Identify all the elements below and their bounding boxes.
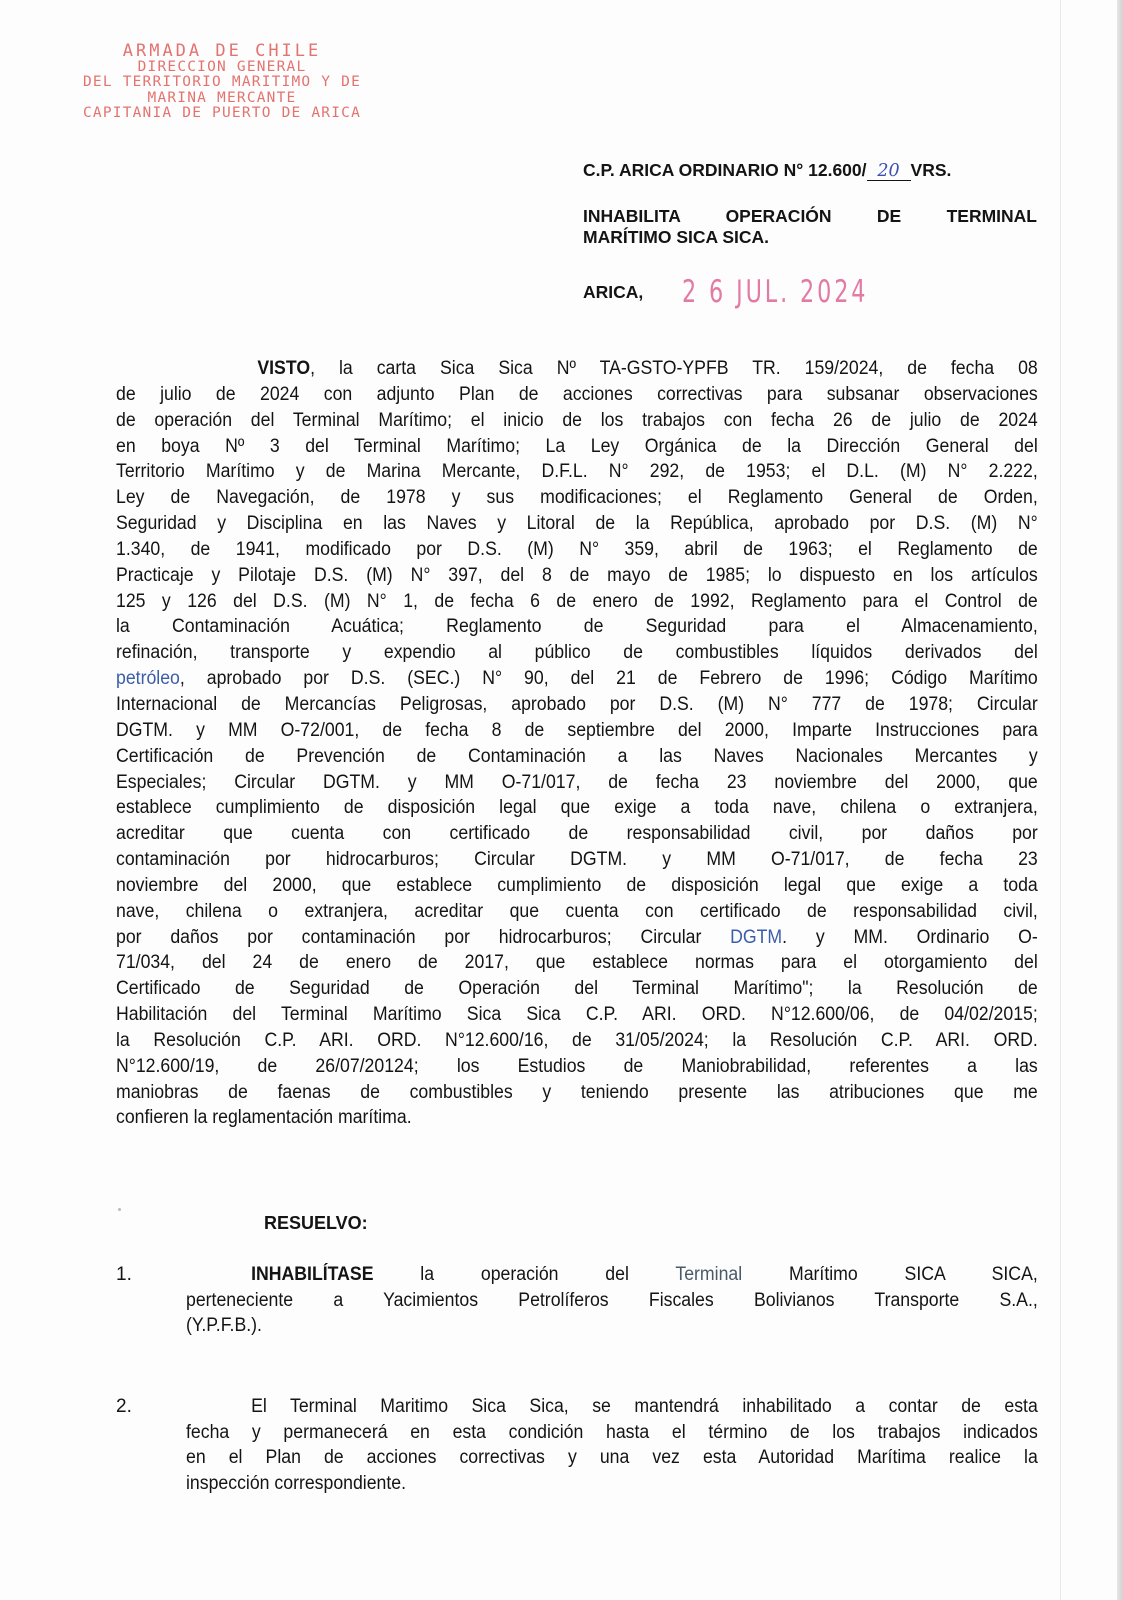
paragraph-line: 125 y 126 del D.S. (M) N° 1, de fecha 6 de enero de 1992, Reglamento para el Control de — [116, 590, 1038, 612]
paragraph-line: 71/034, del 24 de enero de 2017, que establece normas para el otorgamiento del — [116, 952, 1038, 974]
paragraph-line: Territorio Marítimo y de Marina Mercante, D.F.L. N° 292, de 1953; el D.L. (M) N° 2.222, — [116, 461, 1038, 483]
paragraph-line: en boya Nº 3 del Terminal Marítimo; La Ley Orgánica de la Dirección General del — [116, 435, 1038, 457]
paragraph-line: DGTM. y MM O-72/001, de fecha 8 de septiembre del 2000, Imparte Instrucciones para — [116, 719, 1038, 741]
ordinario-prefix: C.P. ARICA ORDINARIO N° 12.600/ — [583, 160, 867, 180]
paragraph-line: la Resolución C.P. ARI. ORD. N°12.600/16, de 31/05/2024; la Resolución C.P. ARI. ORD. — [116, 1029, 1038, 1051]
paragraph-line: de operación del Terminal Marítimo; el inicio de los trabajos con fecha 26 de julio de 2024 — [116, 409, 1038, 431]
place-label: ARICA, — [583, 282, 644, 302]
paragraph-line: Certificación de Prevención de Contaminación a las Naves Nacionales Mercantes y — [116, 745, 1038, 767]
stamp-line: ARMADA DE CHILE — [122, 41, 322, 61]
highlighted-word: Terminal — [675, 1264, 743, 1285]
paragraph-line: nave, chilena o extranjera, acreditar que cuenta con certificado de responsabilidad civil, — [116, 900, 1038, 922]
paragraph-line: Habilitación del Terminal Marítimo Sica Sica C.P. ARI. ORD. N°12.600/06, de 04/02/2015; — [116, 1004, 1038, 1026]
paragraph-line: maniobras de faenas de combustibles y teniendo presente las atribuciones que me — [116, 1081, 1038, 1103]
paragraph-line: Ley de Navegación, de 1978 y sus modificaciones; el Reglamento General de Orden, — [116, 487, 1038, 509]
resuelvo-heading: RESUELVO: — [264, 1213, 368, 1233]
paragraph-line: refinación, transporte y expendio al público de combustibles líquidos derivados del — [116, 642, 1038, 664]
line-text: Marítimo SICA SICA, — [742, 1264, 1038, 1285]
paragraph-line: 1.340, de 1941, modificado por D.S. (M) N° 359, abril de 1963; el Reglamento de — [116, 538, 1038, 560]
ordinario-suffix: VRS. — [910, 160, 952, 180]
line-text: . y MM. Ordinario O- — [782, 926, 1038, 948]
paragraph-line: noviembre del 2000, que establece cumplimiento de disposición legal que exige a toda — [116, 874, 1038, 896]
stamp-line: DIRECCION GENERAL — [137, 58, 307, 75]
item-line: El Terminal Maritimo Sica Sica, se mantendrá inhabilitado a contar de esta — [251, 1396, 1038, 1417]
item-line: en el Plan de acciones correctivas y una vez esta Autoridad Marítima realice la — [186, 1447, 1038, 1468]
scan-speck — [118, 1208, 121, 1211]
ordinario-handwritten-number: 20 — [867, 162, 911, 181]
page-edge — [1060, 0, 1061, 1600]
ordinario-reference — [583, 160, 951, 181]
item-line — [186, 1262, 1038, 1288]
paragraph-line — [116, 925, 1038, 951]
line-text: la operación del — [373, 1264, 676, 1285]
paragraph-line: la Contaminación Acuática; Reglamento de Seguridad para el Almacenamiento, — [116, 616, 1038, 638]
highlighted-word: petróleo — [116, 668, 180, 690]
paragraph-line: N°12.600/19, de 26/07/20124; los Estudios de Maniobrabilidad, referentes a las — [116, 1055, 1038, 1077]
item-line: inspección correspondiente. — [186, 1472, 407, 1494]
item-line: fecha y permanecerá en esta condición hasta el término de los trabajos indicados — [186, 1421, 1038, 1443]
paragraph-line: Practicaje y Pilotaje D.S. (M) N° 397, del 8 de mayo de 1985; lo dispuesto en los artículos — [116, 564, 1038, 586]
paragraph-line: acreditar que cuenta con certificado de responsabilidad civil, por daños por — [116, 823, 1038, 845]
paragraph-line: Internacional de Mercancías Peligrosas, aprobado por D.S. (M) N° 777 de 1978; Circular — [116, 693, 1038, 715]
item-number: 2. — [116, 1396, 132, 1417]
paragraph-line: Especiales; Circular DGTM. y MM O-71/017, de fecha 23 noviembre del 2000, que — [116, 771, 1038, 793]
line-text: , aprobado por D.S. (SEC.) N° 90, del 21 de Febrero de 1996; Código Marítimo — [179, 668, 1038, 690]
paragraph-line — [116, 356, 1038, 382]
subject-line: MARÍTIMO SICA SICA. — [583, 227, 770, 247]
item-lead: INHABILÍTASE — [251, 1264, 374, 1285]
item-text — [186, 1394, 1038, 1496]
stamp-line: CAPITANIA DE PUERTO DE ARICA — [82, 105, 362, 121]
paragraph-line — [116, 666, 1038, 692]
item-text — [186, 1262, 1038, 1339]
line-text: , la carta Sica Sica Nº TA-GSTO-YPFB TR. 159/2024, de fecha 08 — [310, 358, 1038, 379]
subject-line: INHABILITA OPERACIÓN DE TERMINAL — [583, 206, 1037, 226]
paragraph-line: contaminación por hidrocarburos; Circular DGTM. y MM O-71/017, de fecha 23 — [116, 849, 1038, 871]
institution-stamp — [62, 41, 382, 122]
viewer-scrollbar[interactable] — [1117, 0, 1123, 1600]
item-line: (Y.P.F.B.). — [186, 1315, 262, 1336]
stamp-line: DEL TERRITORIO MARITIMO Y DE — [82, 74, 362, 90]
paragraph-line: Certificado de Seguridad de Operación del Terminal Marítimo"; la Resolución de — [116, 978, 1038, 1000]
paragraph-line: Seguridad y Disciplina en las Naves y Litoral de la República, aprobado por D.S. (M) N° — [116, 513, 1038, 535]
paragraph-line: establece cumplimiento de disposición legal que exige a toda nave, chilena o extranjera, — [116, 797, 1038, 819]
visto-lead: VISTO — [257, 358, 311, 379]
visto-paragraph — [116, 356, 1038, 1131]
document-subject — [583, 206, 1037, 248]
stamp-line: MARINA MERCANTE — [147, 89, 297, 106]
date-stamp: 2 6 JUL. 2024 — [682, 274, 869, 310]
item-number: 1. — [116, 1264, 132, 1285]
highlighted-word: DGTM — [730, 926, 783, 948]
paragraph-line: de julio de 2024 con adjunto Plan de acciones correctivas para subsanar observaciones — [116, 383, 1038, 405]
item-line: perteneciente a Yacimientos Petrolíferos Fiscales Bolivianos Transporte S.A., — [186, 1289, 1038, 1311]
paragraph-line: confieren la reglamentación marítima. — [116, 1107, 412, 1129]
line-text: por daños por contaminación por hidrocarburos; Circular — [116, 926, 731, 948]
